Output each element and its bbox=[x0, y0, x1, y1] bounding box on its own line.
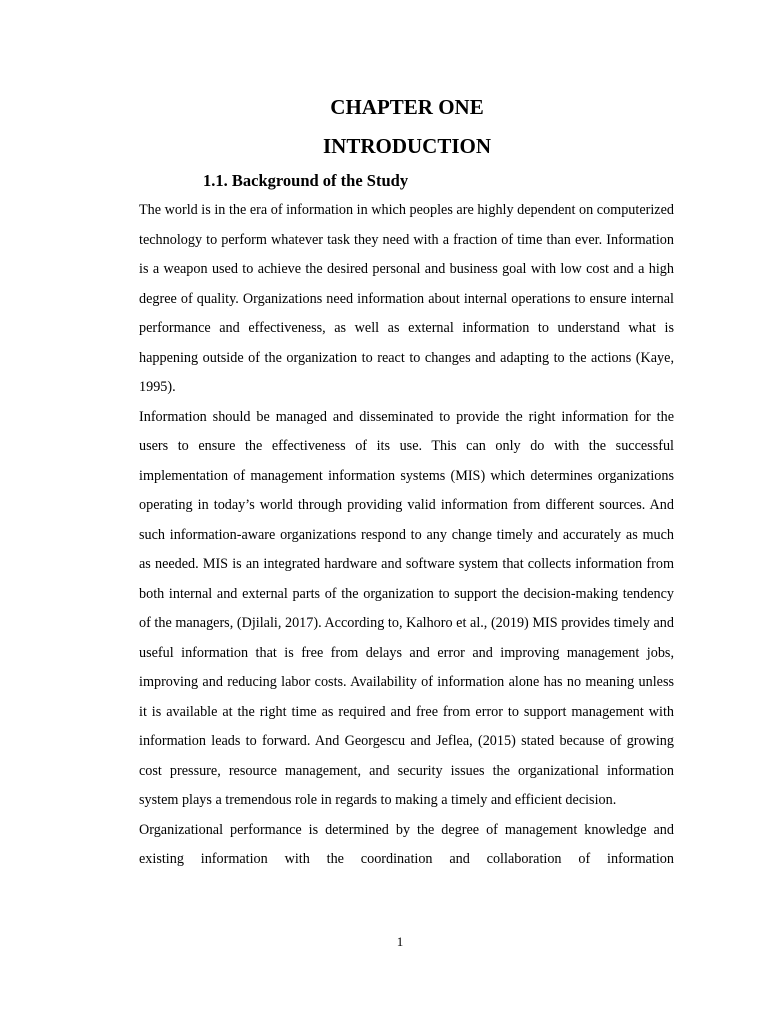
paragraph: Information should be managed and disseminated to provide the right information for the users to ensure the effectiveness of its use. This can only do with the successful implementation of management information systems (MIS) which determines organizations operating in today’s world through providing valid information from different sources. And such information-aware organizations respond to any change timely and accurately as much as needed. MIS is an integrated hardware and software system that collects information from both internal and external parts of the organization to support the decision-making tendency of the managers, (Djilali, 2017). According to, Kalhoro et al., (2019) MIS provides timely and useful information that is free from delays and error and improving management jobs, improving and reducing labor costs. Availability of information alone has no meaning unless it is available at the right time as required and free from error to support management with information leads to forward. And Georgescu and Jeflea, (2015) stated because of growing cost pressure, resource management, and security issues the organizational information system plays a tremendous role in regards to making a timely and efficient decision. bbox=[139, 408, 674, 808]
section-heading: 1.1. Background of the Study bbox=[203, 171, 409, 190]
paragraph: Organizational performance is determined by the degree of management knowledge and existing information with the coordination and collaboration of information bbox=[139, 821, 674, 867]
body-text bbox=[139, 196, 674, 875]
page-number: 1 bbox=[396, 934, 404, 949]
chapter-title: INTRODUCTION bbox=[322, 134, 492, 158]
chapter-heading: CHAPTER ONE bbox=[330, 95, 484, 119]
paragraph: The world is in the era of information in which peoples are highly dependent on computerized technology to perform whatever task they need with a fraction of time than ever. Information is a weapon used to achieve the desired personal and business goal with low cost and a high degree of quality. Organizations need information about internal operations to ensure internal performance and effectiveness, as well as external information to understand what is happening outside of the organization to react to changes and adapting to the actions (Kaye, 1995). bbox=[139, 202, 674, 395]
